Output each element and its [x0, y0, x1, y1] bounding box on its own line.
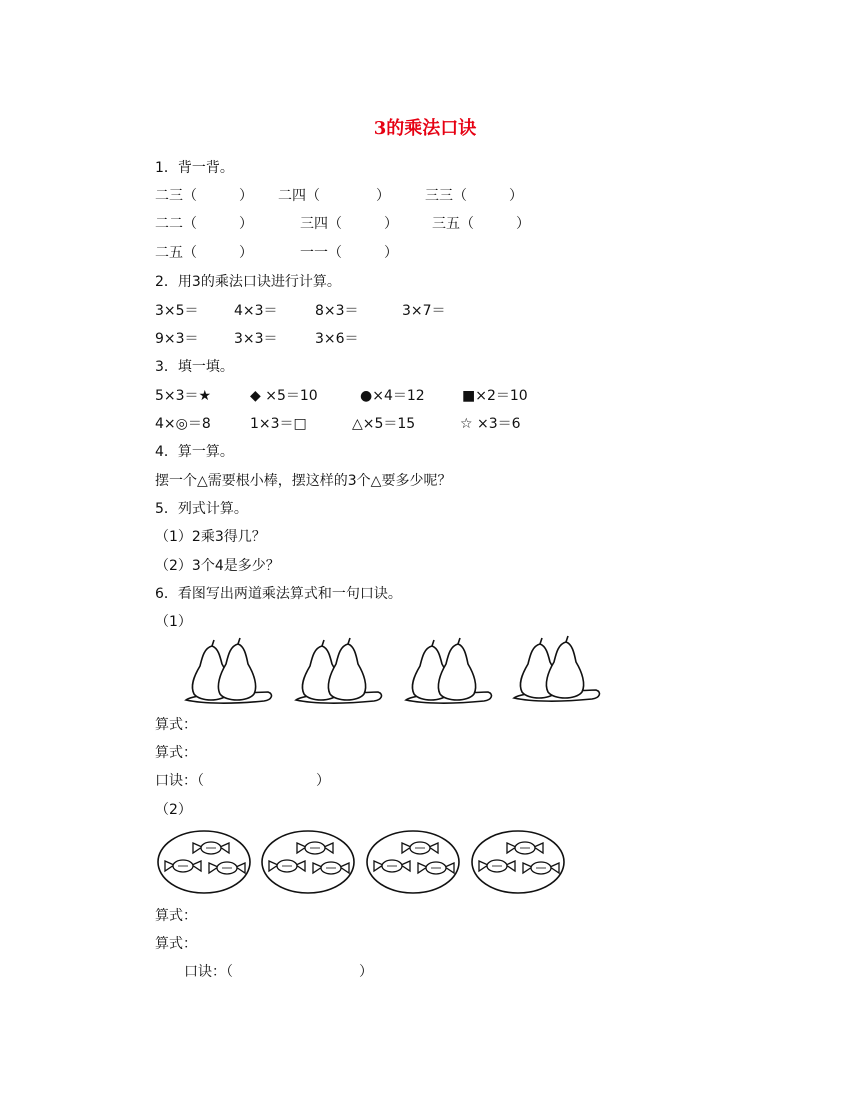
- q3-item: 1×3＝□: [250, 416, 307, 432]
- q2-heading: 2．用3的乘法口诀进行计算。: [155, 274, 341, 290]
- q1-item: 三三（ ）: [425, 188, 523, 204]
- q6-rhyme-2: 口诀：（ ）: [184, 964, 373, 980]
- q1-item: 三五（ ）: [432, 216, 530, 232]
- q6-formula-label-4: 算式：: [155, 936, 197, 952]
- q6-formula-label-2: 算式：: [155, 745, 197, 761]
- q5-heading: 5．列式计算。: [155, 501, 248, 517]
- page-title: 3的乘法口诀: [373, 118, 477, 139]
- q6-formula-label-1: 算式：: [155, 717, 197, 733]
- q4-text: 摆一个△需要根小棒，摆这样的3个△要多少呢？: [155, 473, 452, 489]
- q1-item: 一一（ ）: [300, 245, 398, 261]
- pear-group: [186, 638, 271, 703]
- q1-item: 二三（ ）: [155, 188, 253, 204]
- q3-item: ☆ ×3＝6: [460, 416, 521, 432]
- q5-sub1: （1）2乘3得几？: [155, 529, 266, 545]
- q3-item: ■×2＝10: [462, 388, 528, 404]
- q2-item: 3×6＝: [315, 331, 359, 347]
- q3-item: 5×3＝★: [155, 388, 212, 404]
- pear-group: [514, 636, 599, 701]
- pear-group: [406, 638, 491, 703]
- q1-heading: 1．背一背。: [155, 160, 234, 176]
- q2-item: 3×5＝: [155, 303, 199, 319]
- q1-item: 三四（ ）: [300, 216, 398, 232]
- candy-plate: [367, 831, 459, 893]
- candy-plate: [262, 831, 354, 893]
- q5-sub2: （2）3个4是多少？: [155, 558, 280, 574]
- q1-item: 二二（ ）: [155, 216, 253, 232]
- q3-heading: 3．填一填。: [155, 359, 234, 375]
- q6-part1-label: （1）: [155, 614, 192, 630]
- q3-item: 4×◎＝8: [155, 416, 211, 432]
- q6-formula-label-3: 算式：: [155, 908, 197, 924]
- q4-heading: 4．算一算。: [155, 444, 234, 460]
- q2-item: 9×3＝: [155, 331, 199, 347]
- q3-item: ●×4＝12: [360, 388, 425, 404]
- q3-item: ◆ ×5＝10: [250, 388, 318, 404]
- q1-item: 二五（ ）: [155, 245, 253, 261]
- q2-item: 4×3＝: [234, 303, 278, 319]
- q2-item: 3×3＝: [234, 331, 278, 347]
- q2-item: 3×7＝: [402, 303, 446, 319]
- q6-rhyme-1: 口诀：（ ）: [155, 773, 330, 789]
- pear-group: [296, 638, 381, 703]
- candy-plate: [472, 831, 564, 893]
- q6-part2-label: （2）: [155, 802, 192, 818]
- candy-plate: [158, 831, 250, 893]
- q3-item: △×5＝15: [352, 416, 416, 432]
- q2-item: 8×3＝: [315, 303, 359, 319]
- q1-item: 二四（ ）: [278, 188, 390, 204]
- q6-heading: 6．看图写出两道乘法算式和一句口诀。: [155, 586, 402, 602]
